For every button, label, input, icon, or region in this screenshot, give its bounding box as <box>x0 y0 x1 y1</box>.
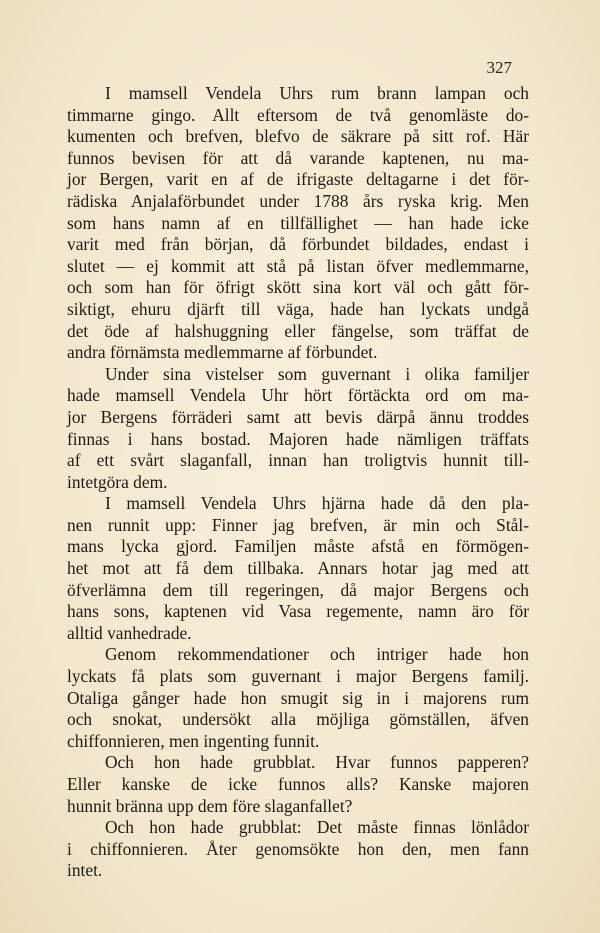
text-line: varit med från början, då förbundet bildades, endast i <box>67 234 529 255</box>
text-line: mans lycka gjord. Familjen måste afstå en förmögen- <box>67 536 529 557</box>
text-line: hade mamsell Vendela Uhr hört förtäckta ord om ma- <box>67 385 529 406</box>
text-line: rädiska Anjalaförbundet under 1788 års ryska krig. Men <box>67 190 529 211</box>
text-line: I mamsell Vendela Uhrs hjärna hade då den pla- <box>105 493 529 514</box>
text-line: finnas i hans bostad. Majoren hade nämligen träffats <box>67 428 529 449</box>
text-line: och snokat, undersökt alla möjliga gömställen, äfven <box>67 709 529 730</box>
text-line: det öde af halshuggning eller fängelse, som träffat de <box>67 320 529 341</box>
text-line: funnos bevisen för att då varande kaptenen, nu ma- <box>67 147 529 168</box>
text-line: slutet — ej kommit att stå på listan öfver medlemmarne, <box>67 255 529 276</box>
body-text <box>67 83 529 882</box>
text-line: andra förnämsta medlemmarne af förbundet. <box>67 342 378 363</box>
text-line: intet. <box>67 860 103 881</box>
text-line: nen runnit upp: Finner jag brefven, är min och Stål- <box>67 514 529 535</box>
text-line: Eller kanske de icke funnos alls? Kanske majoren <box>67 774 529 794</box>
text-line: hans sons, kaptenen vid Vasa regemente, namn äro för <box>67 601 529 622</box>
text-line: Och hon hade grubblat: Det måste finnas lönlådor <box>105 817 529 838</box>
text-line: het mot att få dem tillbaka. Annars hotar jag med att <box>67 558 529 579</box>
text-line: I mamsell Vendela Uhrs rum brann lampan och <box>105 83 529 103</box>
text-line: Otaliga gånger hade hon smugit sig in i majorens rum <box>67 687 529 708</box>
text-line: jor Bergens förräderi samt att bevis därpå ännu troddes <box>67 406 529 427</box>
text-line: siktigt, ehuru djärft till väga, hade han lyckats undgå <box>67 298 529 319</box>
text-line: jor Bergen, varit en af de ifrigaste deltagarne i det för- <box>67 169 529 190</box>
text-line: Under sina vistelser som guvernant i olika familjer <box>105 363 529 384</box>
text-line: alltid vanhedrade. <box>67 622 192 643</box>
text-line: kumenten och brefven, blefvo de säkrare på sitt rof. Här <box>67 126 529 147</box>
text-line: intetgöra dem. <box>67 471 168 492</box>
text-line: och som han för öfrigt skött sina kort väl och gått för- <box>67 277 529 298</box>
text-line: Och hon hade grubblat. Hvar funnos papperen? <box>105 752 529 773</box>
text-line: timmarne gingo. Allt eftersom de två genomläste do- <box>67 104 529 125</box>
page-number: 327 <box>486 58 512 77</box>
text-line: Genom rekommendationer och intriger hade hon <box>105 644 529 665</box>
text-line: som hans namn af en tillfällighet — han hade icke <box>67 212 529 233</box>
text-line: chiffonnieren, men ingenting funnit. <box>67 730 320 751</box>
text-line: i chiffonnieren. Åter genomsökte hon den, men fann <box>67 838 529 859</box>
text-line: lyckats få plats som guvernant i major Bergens familj. <box>67 666 529 687</box>
text-line: öfverlämna dem till regeringen, då major Bergens och <box>67 579 529 600</box>
text-line: hunnit bränna upp dem före slaganfallet? <box>67 795 353 816</box>
text-line: af ett svårt slaganfall, innan han troligtvis hunnit till- <box>67 450 529 471</box>
